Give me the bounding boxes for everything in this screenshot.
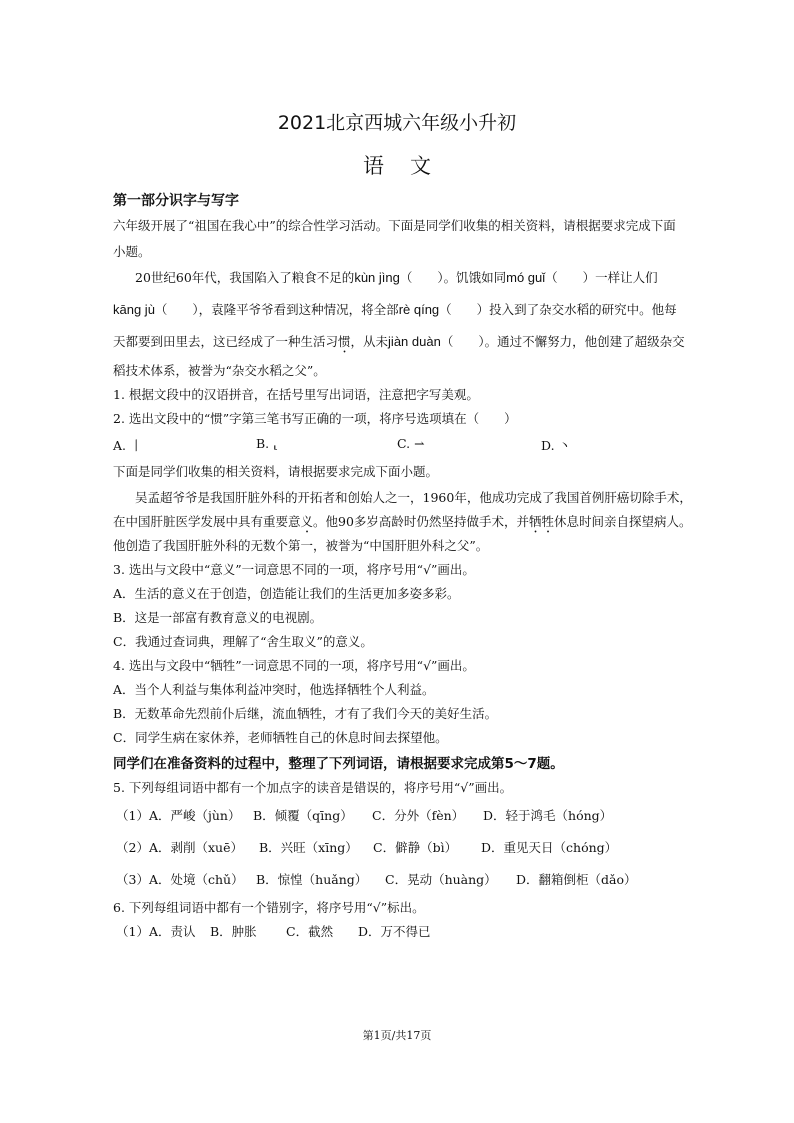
q5-row3-b: B．惊惶（huǎng） [256, 872, 368, 887]
q5-row3-d: D．翻箱倒柜（dǎo） [516, 872, 637, 887]
q4-option-b: B．无数革命先烈前仆后继，流血牺牲，才有了我们今天的美好生活。 [113, 706, 498, 721]
bold-intro: 同学们在准备资料的过程中，整理了下列词语，请根据要求完成第5～7题。 [113, 756, 564, 772]
q5-row3-a: （3）A．处境（chǔ） [116, 872, 244, 887]
q2-option-c: C. ⇀ [397, 436, 425, 451]
q3-option-b: B．这是一部富有教育意义的电视剧。 [113, 610, 323, 625]
q5-row2-c: C．僻静（bì） [373, 840, 458, 855]
q6-option-d: D．万不得已 [358, 924, 431, 939]
intro-line-1: 六年级开展了“祖国在我心中”的综合性学习活动。下面是同学们收集的相关资料，请根据要求完成下面 [113, 218, 676, 233]
q6-option-b: B．肿胀 [210, 924, 257, 939]
q6-option-a: （1）A．责认 [116, 924, 196, 939]
q4-option-c: C．同学生病在家休养，老师牺牲自己的休息时间去探望他。 [113, 730, 448, 745]
q5-row1-b: B．倾覆（qīng） [253, 808, 353, 823]
q5-row3-c: C．晃动（huàng） [385, 872, 497, 887]
page-number: 第1页/共17页 [362, 1029, 432, 1042]
pinyin-reqing: rè qíng [398, 302, 440, 317]
question-5: 5. 下列每组词语中都有一个加点字的读音是错误的，将序号用“√”画出。 [113, 780, 513, 795]
subject-title: 语文 [363, 154, 457, 178]
pinyin-mogui: mó guǐ [506, 270, 546, 285]
q5-row2-b: B．兴旺（xīng） [259, 840, 358, 855]
q2-option-a: A. 丨 [113, 438, 143, 453]
pinyin-jianduan: jiàn duàn [388, 334, 441, 349]
pinyin-kangju: kāng jù [113, 302, 155, 317]
q6-option-c: C．截然 [286, 924, 334, 939]
q4-option-a: A．当个人利益与集体利益冲突时，他选择牺牲个人利益。 [113, 682, 435, 697]
q5-row2-d: D．重见天日（chóng） [481, 840, 618, 855]
q3-option-c: C．我通过查词典，理解了“舍生取义”的意义。 [113, 634, 373, 649]
q5-row2-a: （2）A．剥削（xuē） [116, 840, 243, 855]
passage2-line-2: 在中国肝脏医学发展中具有重要意义。他90多岁高龄时仍然坚持做手术，并牺牲休息时间亲自探望病人。 [113, 514, 692, 529]
question-4: 4. 选出与文段中“牺牲”一词意思不同的一项，将序号用“√”画出。 [113, 658, 475, 673]
question-1: 1. 根据文段中的汉语拼音，在括号里写出词语，注意把字写美观。 [113, 387, 479, 402]
intro-line-2: 小题。 [113, 244, 151, 259]
passage2-line-1: 吴孟超爷爷是我国肝脏外科的开拓者和创始人之一，1960年，他成功完成了我国首例肝癌切除手术， [135, 490, 692, 505]
question-3: 3. 选出与文段中“意义”一词意思不同的一项，将序号用“√”画出。 [113, 562, 475, 577]
dotted-char: 惯 [338, 334, 351, 349]
question-2: 2. 选出文段中的“惯”字第三笔书写正确的一项，将序号选项填在（ ） [113, 411, 517, 426]
q2-option-d: D. 丶 [541, 438, 572, 453]
passage1-line-3: 天都要到田里去，这已经成了一种生活习惯，从未jiàn duàn（ ）。通过不懈努力，他创建了超级杂交 [113, 334, 685, 349]
intro-2: 下面是同学们收集的相关资料，请根据要求完成下面小题。 [113, 464, 439, 479]
q5-row1-c: C．分外（fèn） [372, 808, 465, 823]
section-heading: 第一部分识字与写字 [113, 193, 239, 209]
q2-option-b: B. ⸤ [256, 436, 279, 451]
page-title: 2021北京西城六年级小升初 [277, 112, 517, 134]
passage2-line-3: 他创造了我国肝脏外科的无数个第一，被誉为“中国肝胆外科之父”。 [113, 538, 489, 553]
passage1-line-2: kāng jù（ ），袁隆平爷爷看到这种情况，将全部rè qíng（ ）投入到了杂交水稻的研究中。他每 [113, 302, 677, 317]
pinyin-kunjing: kùn jìng [354, 270, 400, 285]
q5-row1-a: （1）A．严峻（jùn） [116, 808, 241, 823]
question-6: 6. 下列每组词语中都有一个错别字，将序号用“√”标出。 [113, 900, 425, 915]
passage1-line-1: 20世纪60年代，我国陷入了粮食不足的kùn jìng（ ）。饥饿如同mó guǐ（ ）一样让人们 [135, 270, 658, 285]
passage1-line-4: 稻技术体系，被誉为“杂交水稻之父”。 [113, 363, 326, 378]
q5-row1-d: D．轻于鸿毛（hóng） [483, 808, 613, 823]
q3-option-a: A．生活的意义在于创造，创造能让我们的生活更加多姿多彩。 [113, 586, 460, 601]
